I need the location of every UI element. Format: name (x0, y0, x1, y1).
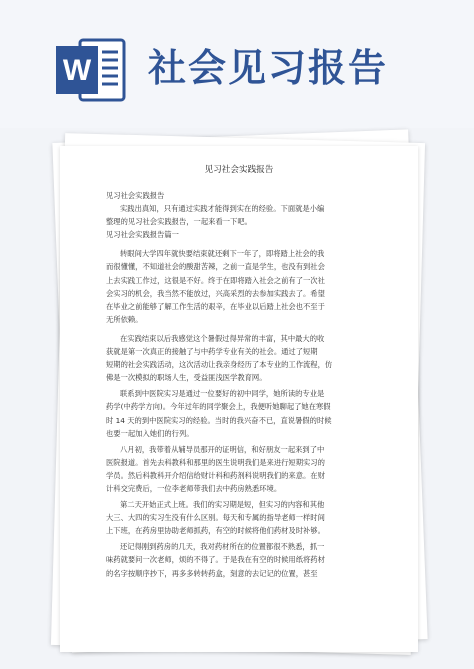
text-line: 实践出真知，只有通过实践才能得到实在的经验。下面就是小编 (120, 204, 325, 214)
page-content (106, 163, 372, 580)
text-line: 八月初，我带着从辅导员那开的证明信，和好朋友一起来到了中 (120, 444, 325, 454)
text-line: 联系到中医院实习是通过一位要好的初中同学，她所读的专业是 (120, 389, 325, 399)
text-line: 转眼间大学四年就快要结束就还剩下一年了，即将踏上社会的我 (120, 249, 325, 259)
text-line: 在毕业之前能够了解工作生活的艰辛，在毕业以后踏上社会也不至于 (106, 301, 325, 311)
text-line: 医院报道。首先去科教科和那里的医生说明我们是来进行短期实习的 (106, 457, 325, 467)
text-line: 在实践结束以后我感觉这个暑假过得异常的丰富，其中最大的收 (120, 333, 325, 343)
text-line: 会实习的机会，我当然不能放过，兴高采烈的去参加实践去了。希望 (106, 288, 325, 298)
paper-sheet-front (60, 146, 418, 652)
text-line: 整理的见习社会实践报告，一起来看一下吧。 (106, 217, 252, 227)
paper-preview (54, 136, 426, 656)
text-line: 第二天开始正式上班。我们的实习期是短，但实习的内容和其他 (120, 500, 325, 510)
text-line: 上去实践工作过，这很是不好。终于在即将踏入社会之前有了一次社 (106, 275, 325, 285)
document-title: 社会见习报告 (148, 46, 389, 90)
text-line: 的名字按顺序抄下，再多多转转药盒，刻意的去记记的位置，甚至 (106, 568, 318, 578)
text-line: 还记得刚到药房的几天，我对药材所在的位置都很不熟悉，抓一 (120, 542, 325, 552)
text-line: 也要一起加入她们的行列。 (106, 428, 194, 438)
word-document-icon (54, 34, 128, 106)
text-line: 学员。然后科教科开介绍信给财计科和药剂科说明我们的来意。在财 (106, 470, 325, 480)
text-line: 见习社会实践报告 (106, 191, 165, 200)
text-line: 药学(中药学方向)。今年过年的同学聚会上，我便听她聊起了她在寒假 (106, 402, 331, 412)
page-heading: 见习社会实践报告 (204, 165, 274, 175)
text-line: 味药就要问一次老师，烦的不得了。于是我在有空的时候用纸将药材 (106, 555, 325, 565)
text-line: 获就是第一次真正的接触了与中药学专业有关的社会。通过了短期 (106, 347, 318, 357)
text-line: 见习社会实践报告篇一 (106, 230, 179, 240)
text-line: 佛是一次模拟的职场人生，受益匪浅医学教育网。 (106, 373, 267, 383)
svg-text:W: W (62, 54, 92, 87)
header-banner (0, 0, 474, 128)
text-line: 无所依赖。 (106, 314, 143, 324)
text-line: 大三、大四的实习生没有什么区别。每天和专属的指导老师一样时间 (106, 513, 325, 523)
text-line: 上下班，在药房里协助老师抓药，有空的时候将他们药材及时补够。 (106, 526, 325, 536)
text-line: 计科交完费后，一位李老师带我们去中药房熟悉环境。 (106, 483, 282, 493)
text-line: 时 14 天的到中医院实习的经验。当时的我兴奋不已，直说暑假的时候 (106, 415, 332, 425)
text-line: 而很懂懂，不知道社会的酸甜苦辣，之前一直是学生，也没有到社会 (106, 262, 325, 272)
text-line: 短期的社会实践活动，这次活动让我亲身经历了本专业的工作流程，仿 (106, 360, 333, 370)
